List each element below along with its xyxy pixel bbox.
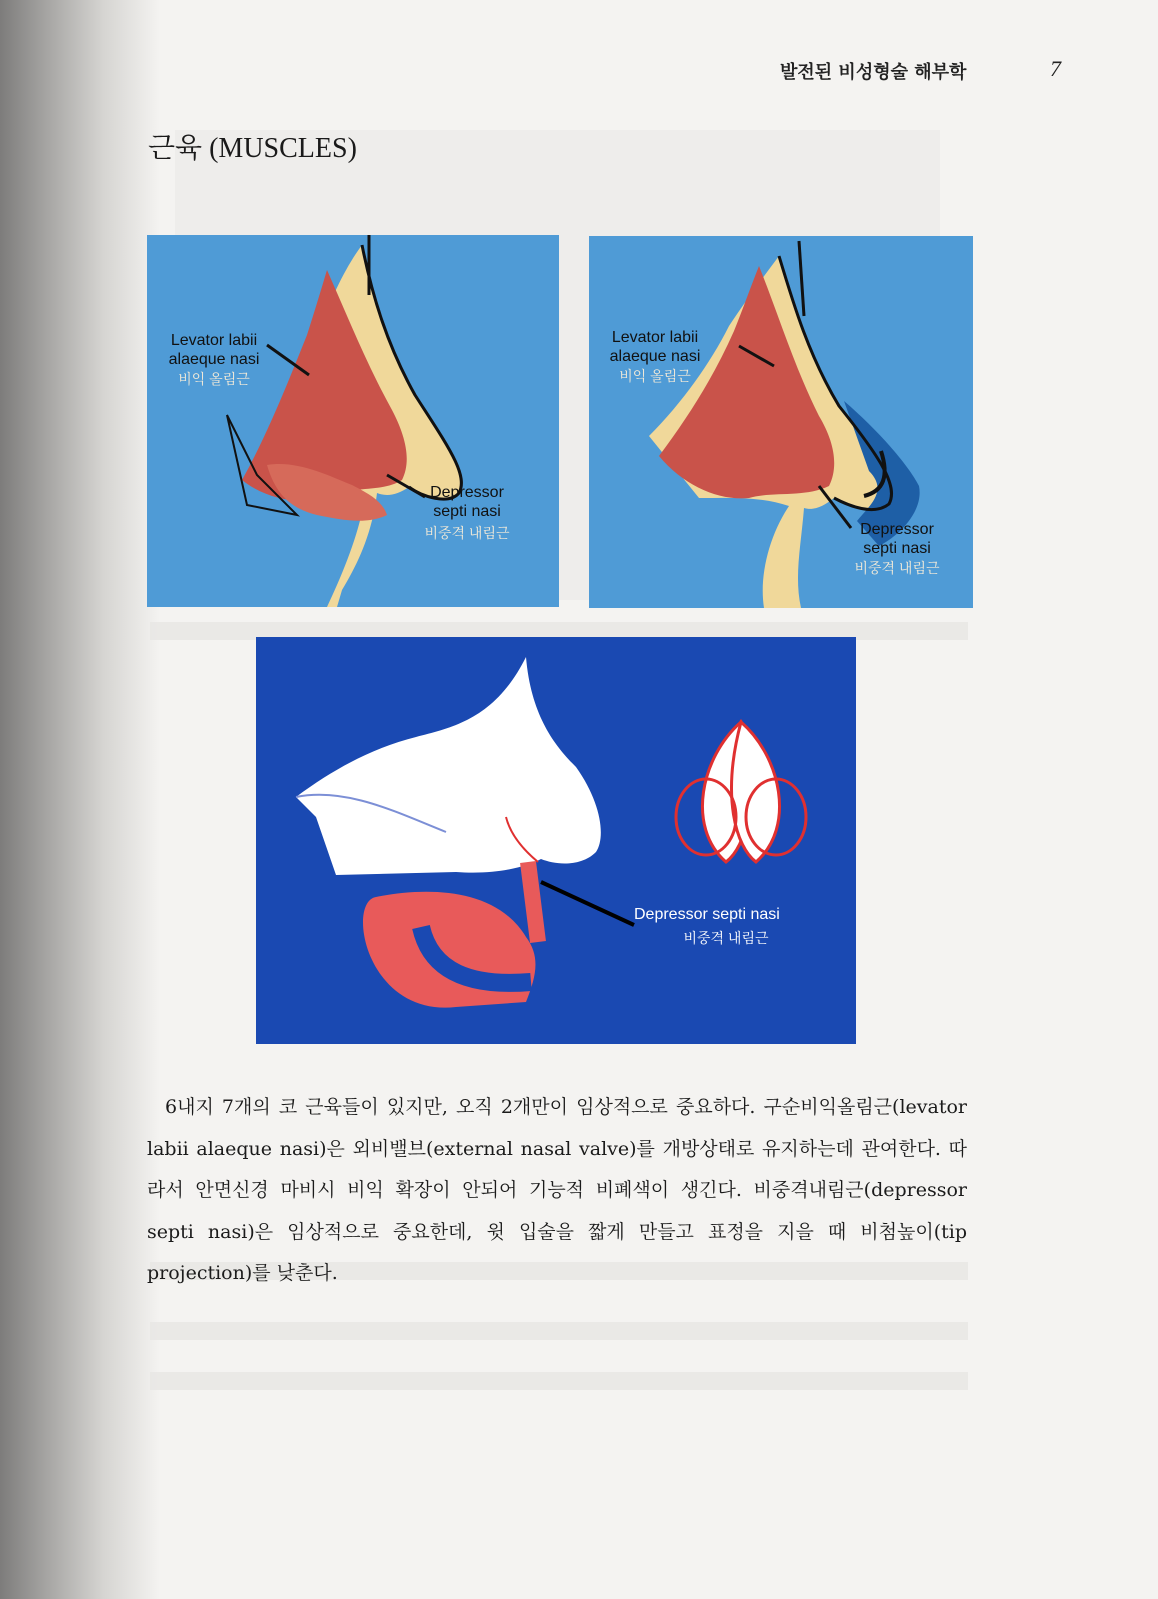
- label-depressor-line2: septi nasi: [863, 540, 931, 557]
- book-spine-shadow: [0, 0, 160, 1599]
- figure-nose-muscles-right: [589, 236, 973, 608]
- body-paragraph: 6내지 7개의 코 근육들이 있지만, 오직 2개만이 임상적으로 중요하다. 구순비익올림근(levator labii alaeque nasi)은 외비밸브(external nasal valve)를 개방상태로 유지하는데 관여한다. 따라서 안면신경 마비시 비익 확장이 안되어 기능적 비폐색이 생긴다. 비중격내림근(depressor septi nasi)은 임상적으로 중요한데, 윗 입술을 짧게 만들고 표정을 지을 때 비첨높이(tip projection)를 낮춘다.: [147, 1096, 967, 1284]
- label-depressor-line1: Depressor: [430, 484, 504, 501]
- label-depressor: [417, 483, 517, 521]
- label-depressor-line1: Depressor: [860, 521, 934, 538]
- label-depressor: Depressor septi nasi: [634, 906, 780, 923]
- show-through-line: [150, 1372, 968, 1390]
- label-levator-line1: Levator labii: [170, 332, 258, 349]
- label-levator-ko: 비익 올림근: [178, 371, 250, 387]
- show-through-line: [150, 1322, 968, 1340]
- label-depressor-line2: septi nasi: [433, 503, 501, 520]
- bone-edge: [799, 241, 804, 316]
- label-levator-line2: alaeque nasi: [609, 348, 701, 365]
- label-depressor: [847, 520, 947, 558]
- label-depressor-ko: 비중격 내림근: [424, 525, 510, 541]
- section-title: 근육 (MUSCLES): [148, 133, 357, 164]
- label-levator-ko: 비익 올림근: [619, 368, 691, 384]
- label-levator: [159, 331, 269, 369]
- nose-profile: [296, 657, 601, 875]
- pointer-depressor: [541, 882, 634, 925]
- page-number: 7: [1050, 56, 1061, 81]
- figure-depressor-schematic: [256, 637, 856, 1044]
- label-levator: [599, 328, 711, 366]
- running-header: 발전된 비성형술 해부학: [780, 62, 967, 83]
- depressor-muscle: [528, 862, 538, 942]
- label-depressor-ko: 비중격 내림근: [683, 930, 769, 946]
- label-depressor-ko: 비중격 내림근: [854, 560, 940, 576]
- label-levator-line1: Levator labii: [611, 329, 699, 346]
- nose-muscle-illustration: [147, 235, 559, 607]
- label-levator-line2: alaeque nasi: [168, 351, 260, 368]
- figure-nose-muscles-left: [147, 235, 559, 607]
- depressor-schematic-illustration: [256, 637, 856, 1044]
